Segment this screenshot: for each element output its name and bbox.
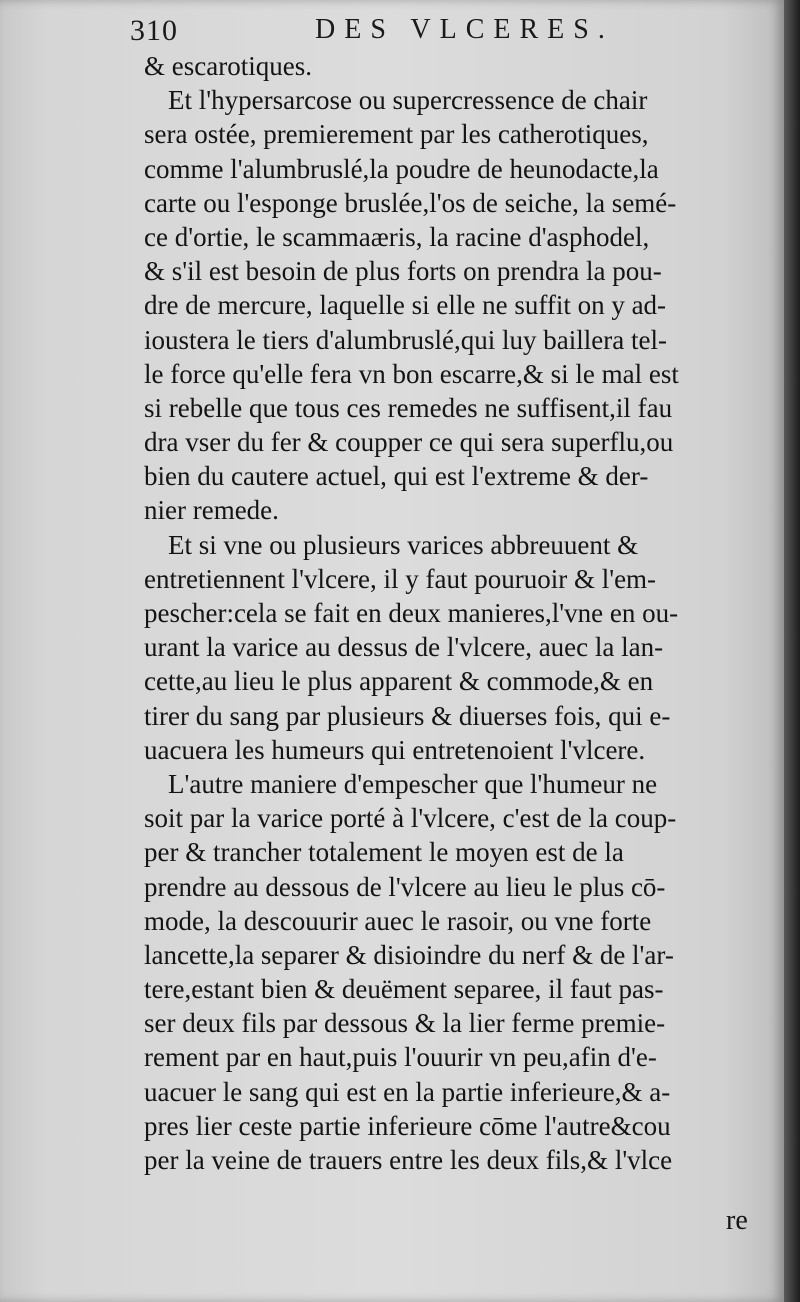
text-line: & escarotiques.	[144, 51, 312, 81]
text-line: Et si vne ou plusieurs varices abbreuuent &	[168, 529, 639, 560]
running-head: DES VLCERES.	[315, 14, 614, 45]
text-line: mode, la descouurir auec le rasoir, ou vne forte	[144, 905, 652, 936]
text-line: soit par la varice porté à l'vlcere, c'est de la coup-	[144, 803, 677, 834]
text-line: rement par en haut,puis l'ouurir vn peu,afin d'e-	[144, 1042, 657, 1073]
text-line: si rebelle que tous ces remedes ne suffisent,il fau	[144, 392, 673, 423]
text-line: per la veine de trauers entre les deux fils,& l'vlce	[144, 1145, 673, 1175]
text-line: uacuer le sang qui est en la partie inferieure,& a-	[144, 1076, 671, 1107]
text-line: pres lier ceste partie inferieure cōme l'autre&cou	[144, 1110, 671, 1141]
text-line: cette,au lieu le plus apparent & commode,& en	[144, 666, 654, 697]
text-line: ce d'ortie, le scammaæris, la racine d'asphodel,	[144, 221, 650, 252]
text-line: ser deux fils par dessous & la lier ferme premie-	[144, 1008, 666, 1039]
text-line: Et l'hypersarcose ou supercressence de chair	[168, 85, 648, 116]
text-line: carte ou l'esponge bruslée,l'os de seiche, la semé-	[144, 187, 677, 218]
text-line: per & trancher totalement le moyen est de la	[144, 837, 624, 868]
text-line: dre de mercure, laquelle si elle ne suffit on y ad-	[144, 290, 667, 321]
text-line: lancette,la separer & disioindre du nerf & de l'ar-	[144, 939, 674, 970]
text-line: le force qu'elle fera vn bon escarre,& si le mal est	[144, 358, 679, 389]
text-line: urant la varice au dessus de l'vlcere, auec la lan-	[144, 632, 664, 663]
text-line: pescher:cela se fait en deux manieres,l'vne en ou-	[144, 598, 679, 628]
page-header	[130, 14, 614, 54]
text-line: tere,estant bien & deuëment separee, il faut pas-	[144, 974, 664, 1005]
body-text	[144, 49, 764, 1177]
text-line: dra vser du fer & coupper ce qui sera superflu,ou	[144, 427, 674, 458]
text-line: & s'il est besoin de plus forts on prendra la pou-	[144, 256, 662, 287]
text-line: sera ostée, premierement par les catherotiques,	[144, 119, 649, 150]
text-line: tirer du sang par plusieurs & diuerses fois, qui e-	[144, 700, 671, 731]
text-line: uacuera les humeurs qui entretenoient l'vlcere.	[144, 734, 646, 765]
text-line: prendre au dessous de l'vlcere au lieu le plus cō-	[144, 871, 666, 902]
text-line: comme l'alumbruslé,la poudre de heunodacte,la	[144, 153, 659, 184]
text-line: L'autre maniere d'empescher que l'humeur ne	[168, 768, 658, 799]
text-line: ioustera le tiers d'alumbruslé,qui luy baillera tel-	[144, 324, 667, 355]
text-line: nier remede.	[144, 495, 279, 526]
text-line: entretiennent l'vlcere, il y faut pouruoir & l'em-	[144, 563, 657, 594]
catchword: re	[726, 1205, 748, 1236]
page-number: 310	[130, 14, 178, 47]
page-edge	[784, 0, 800, 1302]
text-line: bien du cautere actuel, qui est l'extreme & der-	[144, 461, 649, 492]
